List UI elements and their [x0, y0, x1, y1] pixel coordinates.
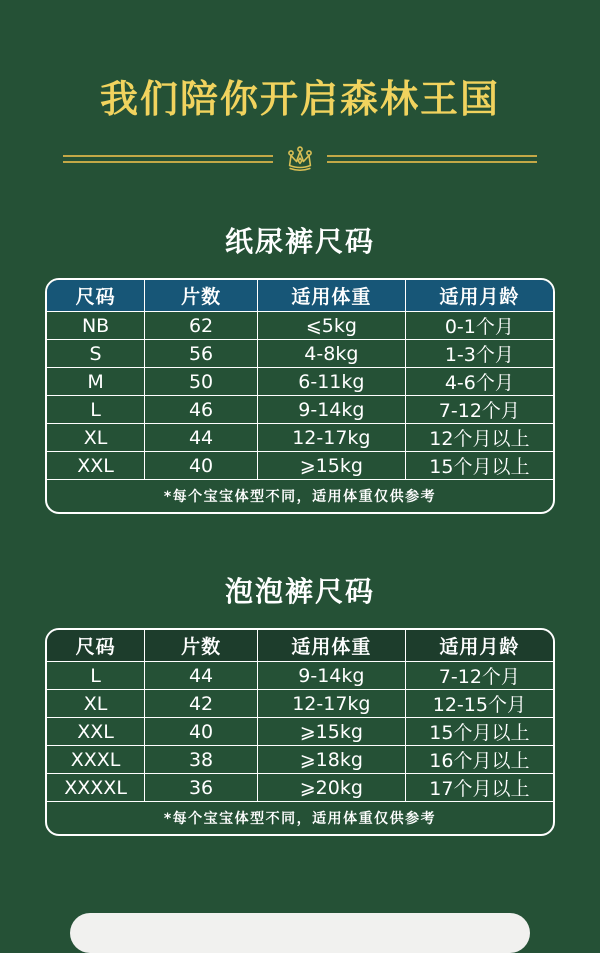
- table-cell: 4-6个月: [405, 368, 553, 396]
- table-row: [47, 312, 553, 340]
- table-cell: ⩾18kg: [257, 746, 405, 774]
- table-cell: XL: [47, 690, 145, 718]
- title-divider: [63, 146, 537, 172]
- table-cell: L: [47, 396, 145, 424]
- table-cell: XXL: [47, 718, 145, 746]
- table-cell: L: [47, 662, 145, 690]
- table-row: [47, 340, 553, 368]
- table-cell: NB: [47, 312, 145, 340]
- table-cell: 12个月以上: [405, 424, 553, 452]
- diaper-size-section: [0, 220, 600, 514]
- diaper-section-title: 纸尿裤尺码: [224, 224, 375, 258]
- table-cell: 9-14kg: [257, 662, 405, 690]
- table-cell: 62: [145, 312, 258, 340]
- column-header: 适用体重: [257, 630, 405, 662]
- table-cell: 1-3个月: [405, 340, 553, 368]
- column-header: 尺码: [47, 630, 145, 662]
- table-footnote-row: [47, 802, 553, 834]
- table-cell: 12-17kg: [257, 424, 405, 452]
- table-cell: ⩾15kg: [257, 452, 405, 480]
- table-row: [47, 452, 553, 480]
- table-cell: XXXL: [47, 746, 145, 774]
- table-cell: 7-12个月: [405, 396, 553, 424]
- table-footnote: *每个宝宝体型不同，适用体重仅供参考: [47, 802, 553, 834]
- table-cell: 12-15个月: [405, 690, 553, 718]
- pants-section-title: 泡泡裤尺码: [224, 574, 375, 608]
- table-row: [47, 774, 553, 802]
- table-row: [47, 718, 553, 746]
- table-cell: 42: [145, 690, 258, 718]
- table-row: [47, 424, 553, 452]
- table-header-row: [47, 630, 553, 662]
- next-section-card-top: [70, 913, 530, 953]
- divider-line-right: [327, 155, 537, 163]
- table-cell: 15个月以上: [405, 718, 553, 746]
- table-cell: M: [47, 368, 145, 396]
- table-cell: 40: [145, 452, 258, 480]
- table-row: [47, 396, 553, 424]
- table-cell: 56: [145, 340, 258, 368]
- table-cell: XXXXL: [47, 774, 145, 802]
- table-cell: 0-1个月: [405, 312, 553, 340]
- table-cell: 36: [145, 774, 258, 802]
- table-cell: 40: [145, 718, 258, 746]
- table-cell: 9-14kg: [257, 396, 405, 424]
- table-cell: XXL: [47, 452, 145, 480]
- table-footnote-row: [47, 480, 553, 512]
- crown-icon: [282, 146, 318, 172]
- table-cell: ⩾20kg: [257, 774, 405, 802]
- table-cell: 6-11kg: [257, 368, 405, 396]
- pants-size-table: [45, 628, 555, 836]
- table-row: [47, 746, 553, 774]
- pants-size-section: [0, 570, 600, 836]
- table-row: [47, 690, 553, 718]
- column-header: 适用月龄: [405, 280, 553, 312]
- column-header: 尺码: [47, 280, 145, 312]
- column-header: 适用体重: [257, 280, 405, 312]
- table-cell: 38: [145, 746, 258, 774]
- page-title: 我们陪你开启森林王国: [99, 77, 500, 121]
- table-cell: 16个月以上: [405, 746, 553, 774]
- table-row: [47, 368, 553, 396]
- table-cell: 46: [145, 396, 258, 424]
- table-cell: ⩾15kg: [257, 718, 405, 746]
- table-footnote: *每个宝宝体型不同，适用体重仅供参考: [47, 480, 553, 512]
- column-header: 适用月龄: [405, 630, 553, 662]
- table-cell: XL: [47, 424, 145, 452]
- table-cell: 4-8kg: [257, 340, 405, 368]
- table-row: [47, 662, 553, 690]
- table-cell: 50: [145, 368, 258, 396]
- column-header: 片数: [145, 630, 258, 662]
- table-cell: S: [47, 340, 145, 368]
- table-cell: 15个月以上: [405, 452, 553, 480]
- table-cell: 12-17kg: [257, 690, 405, 718]
- table-cell: ⩽5kg: [257, 312, 405, 340]
- diaper-size-table: [45, 278, 555, 514]
- table-cell: 44: [145, 662, 258, 690]
- table-cell: 7-12个月: [405, 662, 553, 690]
- table-header-row: [47, 280, 553, 312]
- column-header: 片数: [145, 280, 258, 312]
- table-cell: 17个月以上: [405, 774, 553, 802]
- table-cell: 44: [145, 424, 258, 452]
- divider-line-left: [63, 155, 273, 163]
